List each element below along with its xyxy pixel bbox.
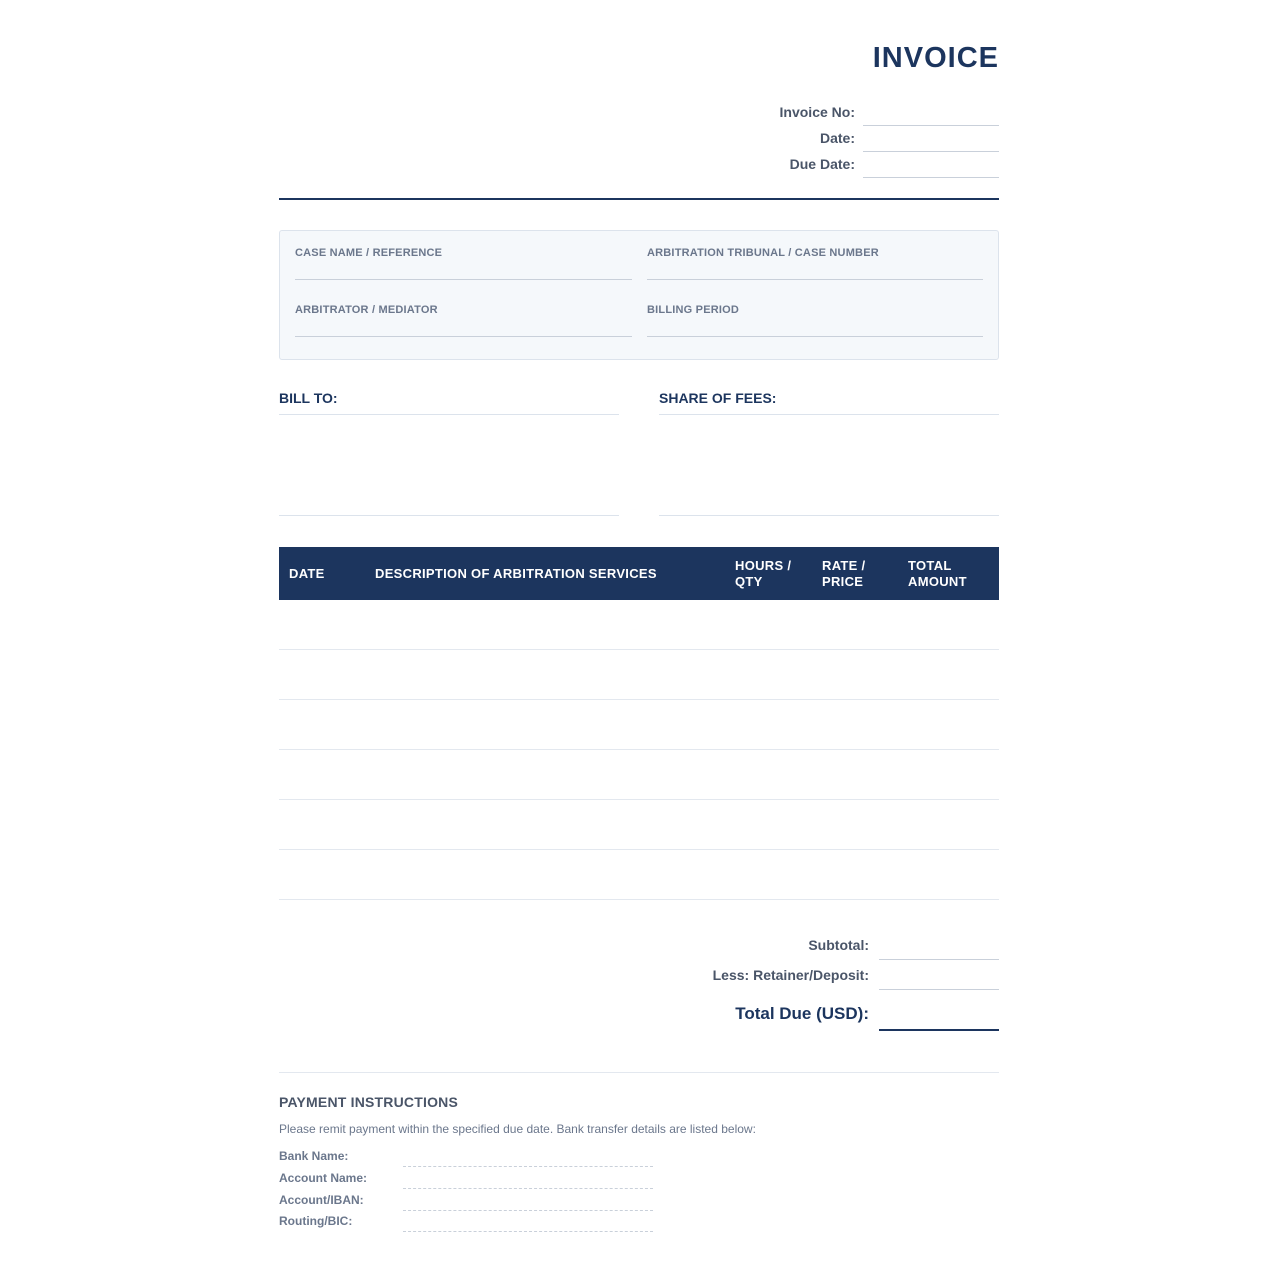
case-name-input[interactable] bbox=[295, 279, 632, 280]
col-total: TOTAL AMOUNT bbox=[908, 557, 967, 589]
billing-period-label: BILLING PERIOD bbox=[647, 304, 740, 316]
iban-row bbox=[279, 1193, 659, 1211]
account-name-field[interactable] bbox=[403, 1188, 653, 1189]
routing-row bbox=[279, 1214, 659, 1232]
invoice-title: INVOICE bbox=[872, 42, 999, 74]
table-row[interactable] bbox=[279, 600, 999, 650]
bill-to-label: BILL TO: bbox=[279, 390, 619, 415]
payment-note: Please remit payment within the specified due date. Bank transfer details are listed below: bbox=[279, 1122, 756, 1136]
case-name-field bbox=[295, 247, 632, 280]
table-row[interactable] bbox=[279, 650, 999, 700]
total-due-label: Total Due (USD): bbox=[735, 1004, 869, 1023]
arbitrator-field bbox=[295, 304, 632, 337]
bill-to-section bbox=[279, 390, 619, 516]
account-name-label: Account Name: bbox=[279, 1171, 368, 1185]
iban-field[interactable] bbox=[403, 1210, 653, 1211]
case-name-label: CASE NAME / REFERENCE bbox=[295, 247, 443, 259]
retainer-field[interactable] bbox=[879, 989, 999, 990]
payment-instructions-title: PAYMENT INSTRUCTIONS bbox=[279, 1094, 459, 1110]
table-row[interactable] bbox=[279, 700, 999, 750]
col-rate: RATE / PRICE bbox=[822, 557, 866, 589]
payment-divider bbox=[279, 1072, 999, 1073]
col-date: DATE bbox=[289, 565, 325, 581]
bank-name-label: Bank Name: bbox=[279, 1149, 349, 1163]
total-due-field[interactable] bbox=[879, 1029, 999, 1031]
invoice-date-row bbox=[699, 126, 999, 152]
header-divider bbox=[279, 198, 999, 200]
tribunal-label: ARBITRATION TRIBUNAL / CASE NUMBER bbox=[647, 247, 879, 259]
col-description: DESCRIPTION OF ARBITRATION SERVICES bbox=[375, 565, 657, 581]
share-of-fees-label: SHARE OF FEES: bbox=[659, 390, 999, 415]
table-row[interactable] bbox=[279, 800, 999, 850]
services-table bbox=[279, 547, 999, 900]
col-hours: HOURS / QTY bbox=[735, 557, 792, 589]
due-date-row bbox=[699, 152, 999, 178]
subtotal-row bbox=[599, 930, 999, 960]
table-row[interactable] bbox=[279, 750, 999, 800]
arbitrator-input[interactable] bbox=[295, 336, 632, 337]
share-of-fees-section bbox=[659, 390, 999, 516]
bill-to-area[interactable] bbox=[279, 415, 619, 516]
retainer-row bbox=[599, 960, 999, 990]
routing-label: Routing/BIC: bbox=[279, 1214, 353, 1228]
invoice-page bbox=[279, 0, 999, 1270]
invoice-date-label: Date: bbox=[819, 130, 855, 146]
invoice-number-row bbox=[699, 100, 999, 126]
iban-label: Account/IBAN: bbox=[279, 1193, 364, 1207]
table-row[interactable] bbox=[279, 850, 999, 900]
arbitrator-label: ARBITRATOR / MEDIATOR bbox=[295, 304, 438, 316]
account-name-row bbox=[279, 1171, 659, 1189]
total-due-row bbox=[599, 996, 999, 1031]
tribunal-field bbox=[647, 247, 983, 280]
tribunal-input[interactable] bbox=[647, 279, 983, 280]
table-header bbox=[279, 547, 999, 600]
due-date-field[interactable] bbox=[863, 176, 999, 178]
invoice-number-label: Invoice No: bbox=[779, 104, 855, 120]
share-of-fees-area[interactable] bbox=[659, 415, 999, 516]
bank-name-row bbox=[279, 1149, 659, 1167]
routing-field[interactable] bbox=[403, 1231, 653, 1232]
billing-period-field bbox=[647, 304, 983, 337]
case-info-panel bbox=[279, 230, 999, 360]
due-date-label: Due Date: bbox=[789, 156, 855, 172]
retainer-label: Less: Retainer/Deposit: bbox=[712, 967, 869, 983]
subtotal-label: Subtotal: bbox=[808, 937, 869, 953]
billing-period-input[interactable] bbox=[647, 336, 983, 337]
bank-name-field[interactable] bbox=[403, 1166, 653, 1167]
